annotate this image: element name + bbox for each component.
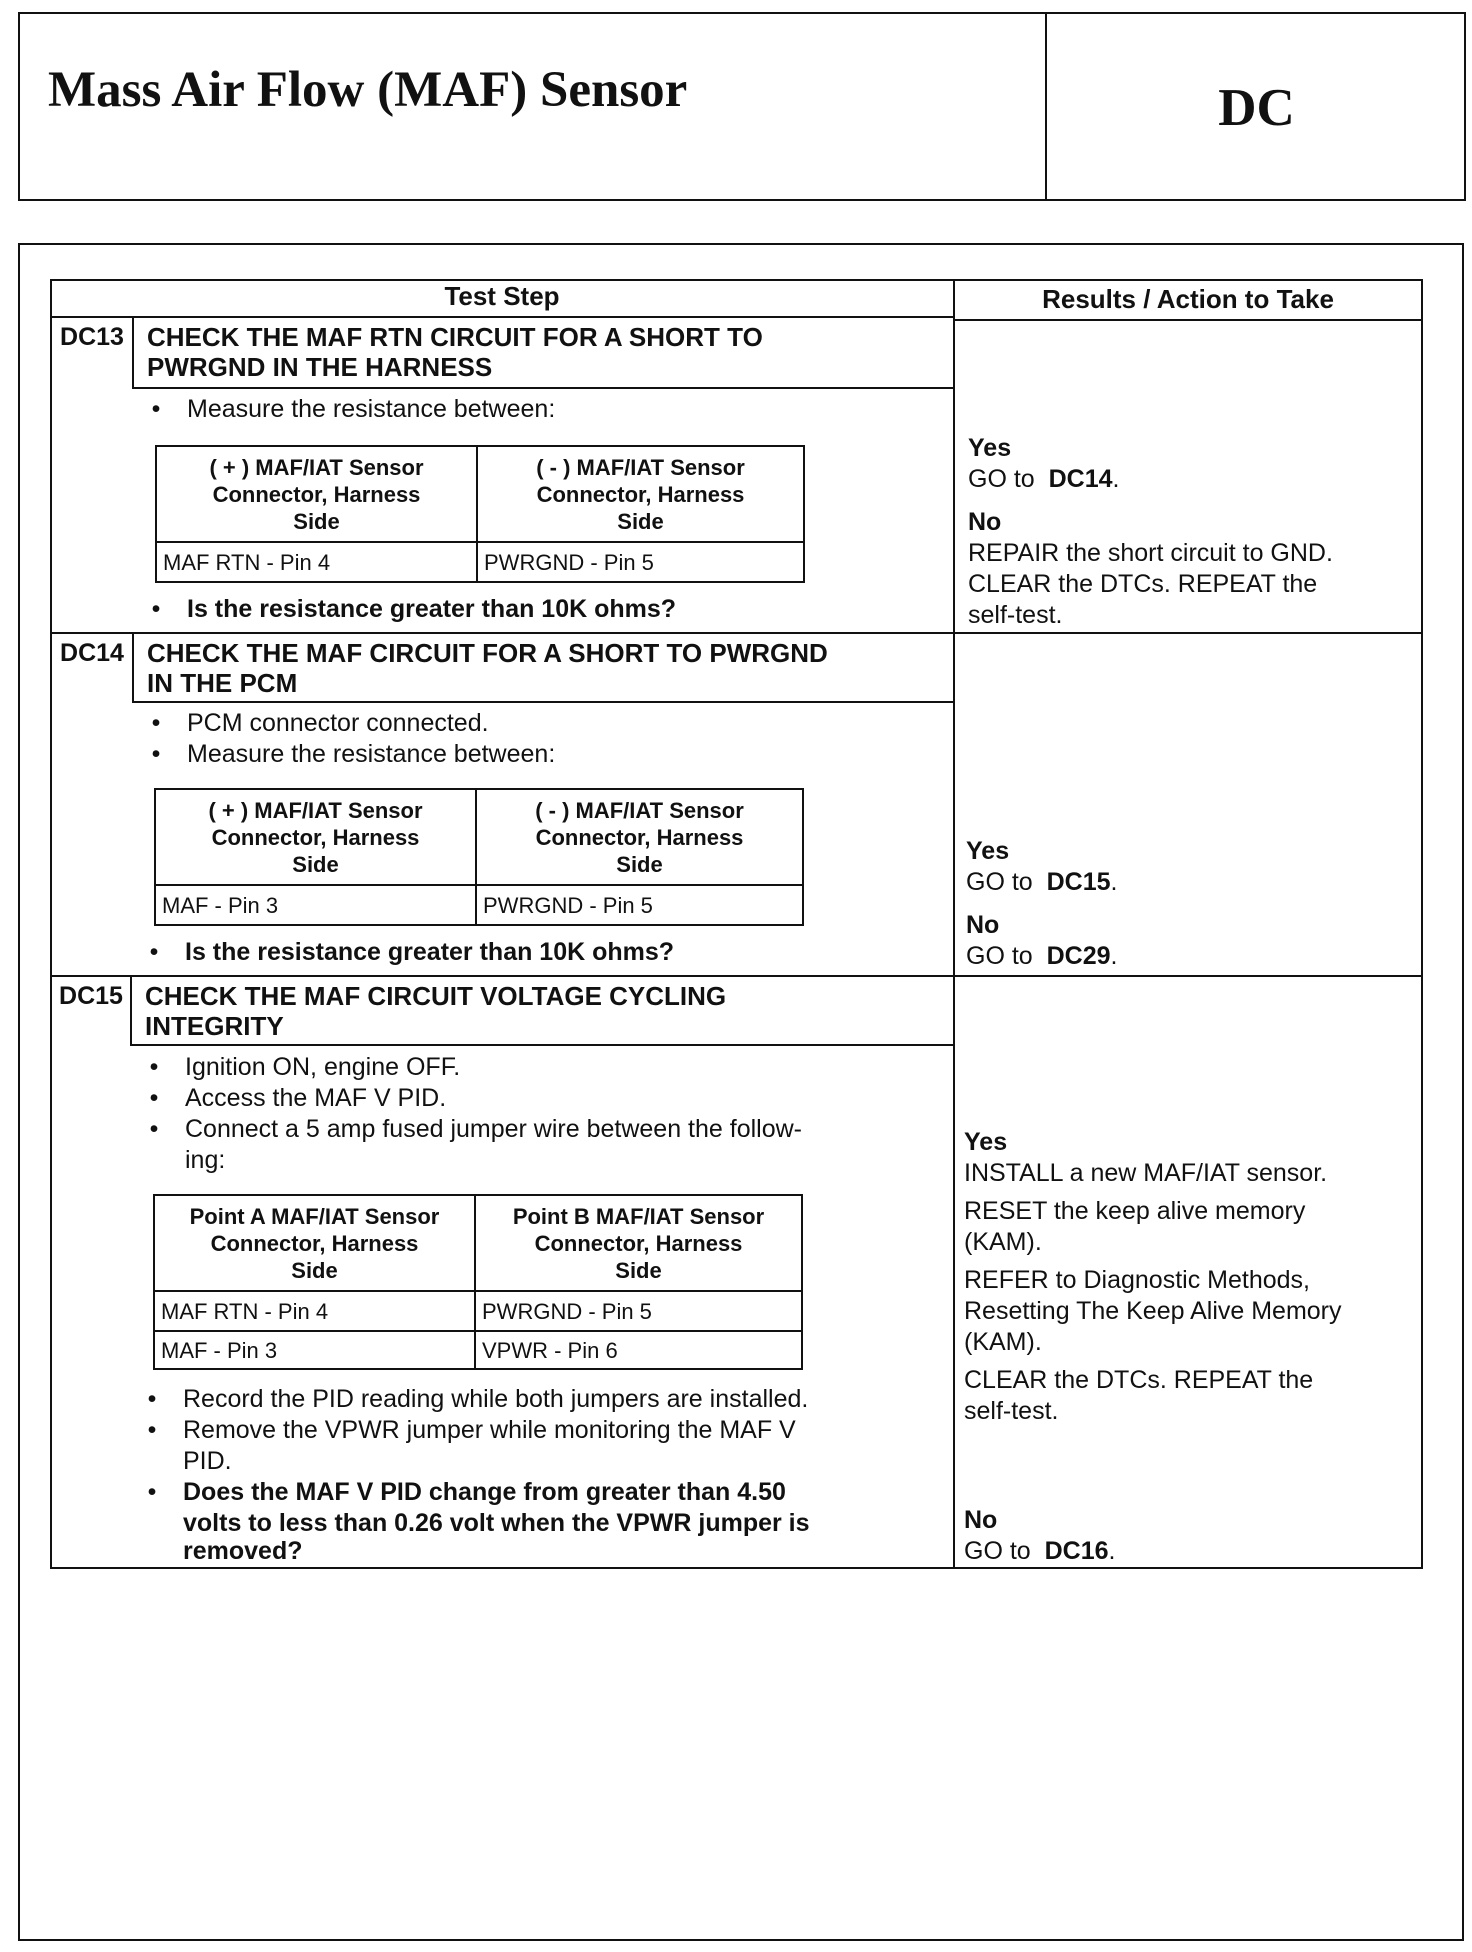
no-action-line: REPAIR the short circuit to GND. <box>968 539 1333 567</box>
yes-action: GO to DC14. <box>968 465 1120 493</box>
bullet-item: • Measure the resistance between: <box>151 395 556 423</box>
result-dc15-yes <box>964 1127 1434 1427</box>
step-title-underline <box>132 701 954 703</box>
step-id: DC13 <box>60 323 124 351</box>
table-cell: MAF RTN - Pin 4 <box>154 1291 475 1331</box>
test-header-underline <box>50 316 954 318</box>
step-id: DC14 <box>60 639 124 667</box>
table-cell: VPWR - Pin 6 <box>475 1331 802 1369</box>
yes-label: Yes <box>966 837 1010 865</box>
section-code: DC <box>1218 79 1295 137</box>
step-title-line: INTEGRITY <box>145 1011 284 1041</box>
step-id-divider <box>132 632 134 702</box>
result-dc13 <box>968 433 1438 631</box>
page-title: Mass Air Flow (MAF) Sensor <box>48 62 688 118</box>
measurement-table <box>154 788 804 926</box>
bullet-continuation: PID. <box>183 1447 232 1475</box>
question-item: • Does the MAF V PID change from greater than 4.50 <box>147 1478 786 1506</box>
bullet-continuation: ing: <box>185 1146 226 1174</box>
table-header-positive: ( + ) MAF/IAT Sensor Connector, Harness Side <box>155 789 476 885</box>
result-dc15-no <box>964 1505 1434 1567</box>
step-title-line: CHECK THE MAF CIRCUIT FOR A SHORT TO PWRGND <box>147 638 828 668</box>
no-action: GO to DC29. <box>966 942 1118 970</box>
table-header-negative: ( - ) MAF/IAT Sensor Connector, Harness Side <box>477 446 804 542</box>
table-bottom-border <box>50 1567 1423 1569</box>
no-action-line: CLEAR the DTCs. REPEAT the <box>968 570 1318 598</box>
question-continuation: volts to less than 0.26 volt when the VPWR jumper is <box>183 1509 810 1537</box>
table-header-point-b: Point B MAF/IAT Sensor Connector, Harness Side <box>475 1195 802 1291</box>
question-item: • Is the resistance greater than 10K ohms? <box>149 938 675 966</box>
bullet-item: • PCM connector connected. <box>151 709 489 737</box>
no-action-line: self-test. <box>968 601 1063 629</box>
column-header-results: Results / Action to Take <box>1042 284 1334 314</box>
bullet-item: • Record the PID reading while both jumpers are installed. <box>147 1385 809 1413</box>
bullet-item: • Connect a 5 amp fused jumper wire between the follow- <box>149 1115 802 1143</box>
table-cell: PWRGND - Pin 5 <box>477 542 804 582</box>
jumper-table <box>153 1194 803 1370</box>
question-continuation: removed? <box>183 1537 303 1565</box>
yes-action-line: REFER to Diagnostic Methods, <box>964 1266 1310 1294</box>
table-header-negative: ( - ) MAF/IAT Sensor Connector, Harness Side <box>476 789 803 885</box>
step-title-line: PWRGND IN THE HARNESS <box>147 352 493 382</box>
step-title-line: IN THE PCM <box>147 668 298 698</box>
yes-action-line: Resetting The Keep Alive Memory <box>964 1297 1342 1325</box>
question-item: • Is the resistance greater than 10K ohms? <box>151 595 677 623</box>
yes-action-line: INSTALL a new MAF/IAT sensor. <box>964 1159 1328 1187</box>
yes-action: GO to DC15. <box>966 868 1118 896</box>
step-title-line: CHECK THE MAF CIRCUIT VOLTAGE CYCLING <box>145 981 727 1011</box>
table-cell: PWRGND - Pin 5 <box>475 1291 802 1331</box>
no-label: No <box>968 508 1002 536</box>
bullet-item: • Ignition ON, engine OFF. <box>149 1053 461 1081</box>
table-cell: MAF - Pin 3 <box>154 1331 475 1369</box>
step-separator <box>50 632 1423 634</box>
yes-label: Yes <box>968 434 1012 462</box>
yes-action-line: self-test. <box>964 1397 1059 1425</box>
column-divider <box>953 279 955 1569</box>
measurement-table <box>155 445 805 583</box>
no-action: GO to DC16. <box>964 1537 1116 1565</box>
yes-action-line: (KAM). <box>964 1228 1042 1256</box>
step-id: DC15 <box>59 982 123 1010</box>
yes-label: Yes <box>964 1128 1008 1156</box>
bullet-item: • Measure the resistance between: <box>151 740 556 768</box>
step-title-underline <box>130 1044 954 1046</box>
step-id-divider <box>132 316 134 388</box>
bullet-item: • Access the MAF V PID. <box>149 1084 447 1112</box>
no-label: No <box>964 1506 998 1534</box>
result-dc14 <box>966 836 1436 972</box>
bullet-item: • Remove the VPWR jumper while monitoring the MAF V <box>147 1416 796 1444</box>
column-header-test-step: Test Step <box>444 281 560 311</box>
step-separator <box>50 975 1423 977</box>
yes-action-line: RESET the keep alive memory <box>964 1197 1306 1225</box>
step-title-underline <box>132 387 954 389</box>
table-cell: PWRGND - Pin 5 <box>476 885 803 925</box>
yes-action-line: (KAM). <box>964 1328 1042 1356</box>
step-title-line: CHECK THE MAF RTN CIRCUIT FOR A SHORT TO <box>147 322 763 352</box>
table-cell: MAF RTN - Pin 4 <box>156 542 477 582</box>
table-cell: MAF - Pin 3 <box>155 885 476 925</box>
table-header-point-a: Point A MAF/IAT Sensor Connector, Harness Side <box>154 1195 475 1291</box>
result-header-underline <box>953 319 1423 321</box>
yes-action-line: CLEAR the DTCs. REPEAT the <box>964 1366 1314 1394</box>
table-left-border <box>50 279 52 1569</box>
table-header-positive: ( + ) MAF/IAT Sensor Connector, Harness Side <box>156 446 477 542</box>
no-label: No <box>966 911 1000 939</box>
